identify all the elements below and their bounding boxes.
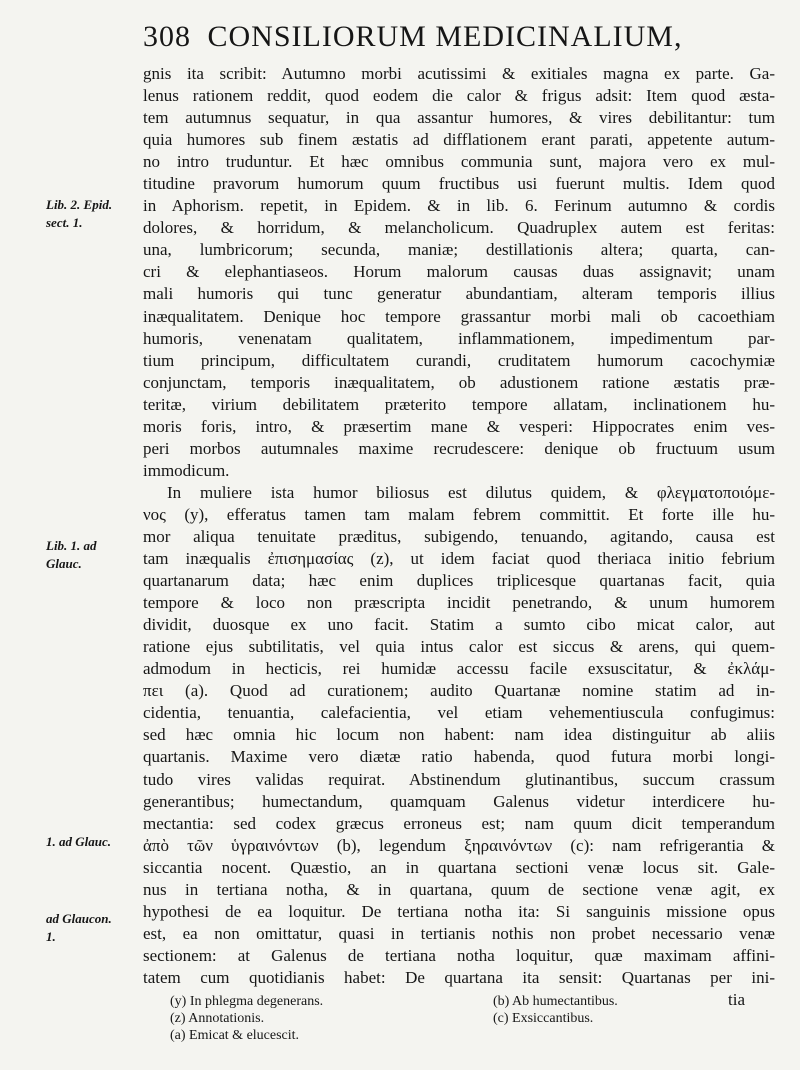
text-line: moris foris, intro, & præsertim mane & vesperi: Hippocrates enim ves- (143, 416, 775, 436)
text-line: in Aphorism. repetit, in Epidem. & in lib. 6. Ferinum autumno & cordis (143, 196, 775, 216)
text-line: tam inæqualis ἐπισημασίας (z), ut idem faciat quod theriaca initio febrium (143, 549, 775, 569)
text-line: νος (y), efferatus tamen tam malam febrem committit. Et forte ille hu- (143, 504, 775, 524)
main-text (143, 63, 775, 1011)
text-line: sectionem: at Galenus de tertiana notha loquitur, quæ maximam affini- (143, 945, 775, 965)
text-line: siccantia nocent. Quæstio, an in quartana sectioni venæ locus sit. Gale- (143, 857, 775, 877)
text-line: teritæ, virium debilitatem præterito tempore allatam, inclinationem hu- (143, 394, 775, 414)
margin-note-line: Lib. 2. Epid. (46, 197, 113, 212)
text-line: cidentia, tenuantia, calefacientia, vel etiam vehementiuscula confugimus: (143, 703, 775, 723)
text-line: mali humoris qui tunc generatur abundantiam, alteram temporis illius (143, 284, 775, 304)
text-line: tempore & loco non præscripta incidit penetrando, & unum humorem (143, 593, 775, 613)
margin-note-3 (46, 833, 138, 851)
text-line: dolores, & horridum, & melancholicum. Quadruplex autem est feritas: (143, 218, 775, 238)
running-title: CONSILIORUM MEDICINALIUM, (207, 20, 683, 53)
text-line: immodicum. (143, 460, 230, 480)
text-line: humoris, venenatam qualitatem, inflammationem, impedimentum par- (143, 328, 775, 348)
margin-note-line: 1. ad Glauc. (46, 834, 111, 849)
margin-note-line: sect. 1. (46, 215, 83, 230)
text-line: peri morbos autumnales maxime recrudescere: denique ob fructuum usum (143, 438, 775, 458)
footnote: (b) Ab humectantibus. (493, 994, 618, 1009)
text-line: tem autumnus sequatur, in qua assantur humores, & vires debilitantur: tum (143, 108, 775, 128)
footnotes-right (493, 993, 800, 1027)
margin-note-line: ad Glaucon. (46, 911, 112, 926)
text-line: gnis ita scribit: Autumno morbi acutissimi & exitiales magna ex parte. Ga- (143, 64, 775, 83)
text-line: admodum in hecticis, rei humidæ accessu facile exsuscitatur, & ἐκλάμ- (143, 659, 775, 679)
text-line: ratione ejus subtilitatis, vel quia intus calor est siccus & arens, qui quem- (143, 637, 775, 657)
text-line: quartanarum data; hæc enim duplices triplicesque quartanas facit, quia (143, 571, 775, 591)
margin-note-1 (46, 196, 138, 232)
text-line: quartanis. Maxime vero diætæ ratio habenda, quod futura morbi longi- (143, 747, 775, 767)
text-line: generantibus; humectandum, quamquam Galenus videtur interdicere hu- (143, 791, 775, 811)
text-line: no intro truduntur. Et hæc omnibus communia sunt, majora vero ex mul- (143, 152, 775, 172)
text-line: hypothesi de ea loquitur. De tertiana notha ita: Si sanguinis missione opus (143, 901, 775, 921)
text-line: nus in tertiana notha, & in quartana, quum de sectione venæ agit, ex (143, 879, 775, 899)
text-line: πει (a). Quod ad curationem; audito Quartanæ nomine statim ad in- (143, 681, 775, 701)
text-line: est, ea non omittatur, quasi in tertianis nothis non probet necessario venæ (143, 923, 775, 943)
text-line: tudo vires validas requirat. Abstinendum glutinantibus, succum crassum (143, 769, 775, 789)
footnote: (z) Annotationis. (170, 1011, 265, 1026)
footnote: (y) In phlegma degenerans. (170, 994, 324, 1009)
margin-note-4 (46, 910, 138, 946)
text-line: mectantia: sed codex græcus erroneus est; nam quum dicit temperandum (143, 813, 775, 833)
text-line: mor aliqua tenuitate præditus, subigendo, tenuando, agitando, causa est (143, 526, 775, 546)
text-line: ἀπὸ τῶν ὑγραινόντων (b), legendum ξηραινόντων (c): nam refrigerantia & (143, 835, 775, 855)
text-line: titudine pravorum humorum quum fructibus usi fuerunt multis. Idem quod (143, 174, 775, 194)
text-line: tia (728, 989, 745, 1009)
text-line: cri & elephantiaseos. Horum malorum causas duas assignavit; unam (143, 262, 775, 282)
text-line: una, lumbricorum; secunda, maniæ; destillationis altera; quarta, can- (143, 240, 775, 260)
margin-note-2 (46, 537, 138, 573)
text-line: inæqualitatem. Denique hoc tempore grassantur morbi mali ob cacoethiam (143, 306, 775, 326)
text-line: quia humores sub finem æstatis ad difflationem erant parati, appetente autum- (143, 130, 775, 150)
text-line: conjunctam, temporis inæqualitatem, ob adustionem ratione æstatis præ- (143, 372, 775, 392)
footnotes-left (170, 993, 500, 1044)
running-header (143, 20, 703, 54)
margin-note-line: 1. (46, 929, 56, 944)
margin-note-line: Glauc. (46, 556, 82, 571)
text-line: sed hæc omnia hic locum non habent: nam idea distinguitur ab aliis (143, 725, 775, 745)
page-number: 308 (143, 20, 191, 53)
text-line: tium principum, difficultatem curandi, cruditatem humorum cacochymiæ (143, 350, 775, 370)
text-line: dividit, duosque ex uno facit. Statim a sumto cibo micat calor, aut (143, 615, 775, 635)
margin-note-line: Lib. 1. ad (46, 538, 97, 553)
footnote: (c) Exsiccantibus. (493, 1011, 594, 1026)
footnote: (a) Emicat & elucescit. (170, 1028, 300, 1043)
text-line: lenus rationem reddit, quod eodem die calor & frigus adsit: Item quod æsta- (143, 86, 775, 106)
text-line: In muliere ista humor biliosus est dilutus quidem, & φλεγματοποιόμε- (167, 482, 775, 502)
text-line: tatem cum quotidianis habet: De quartana ita sensit: Quartanas per ini- (143, 967, 775, 987)
